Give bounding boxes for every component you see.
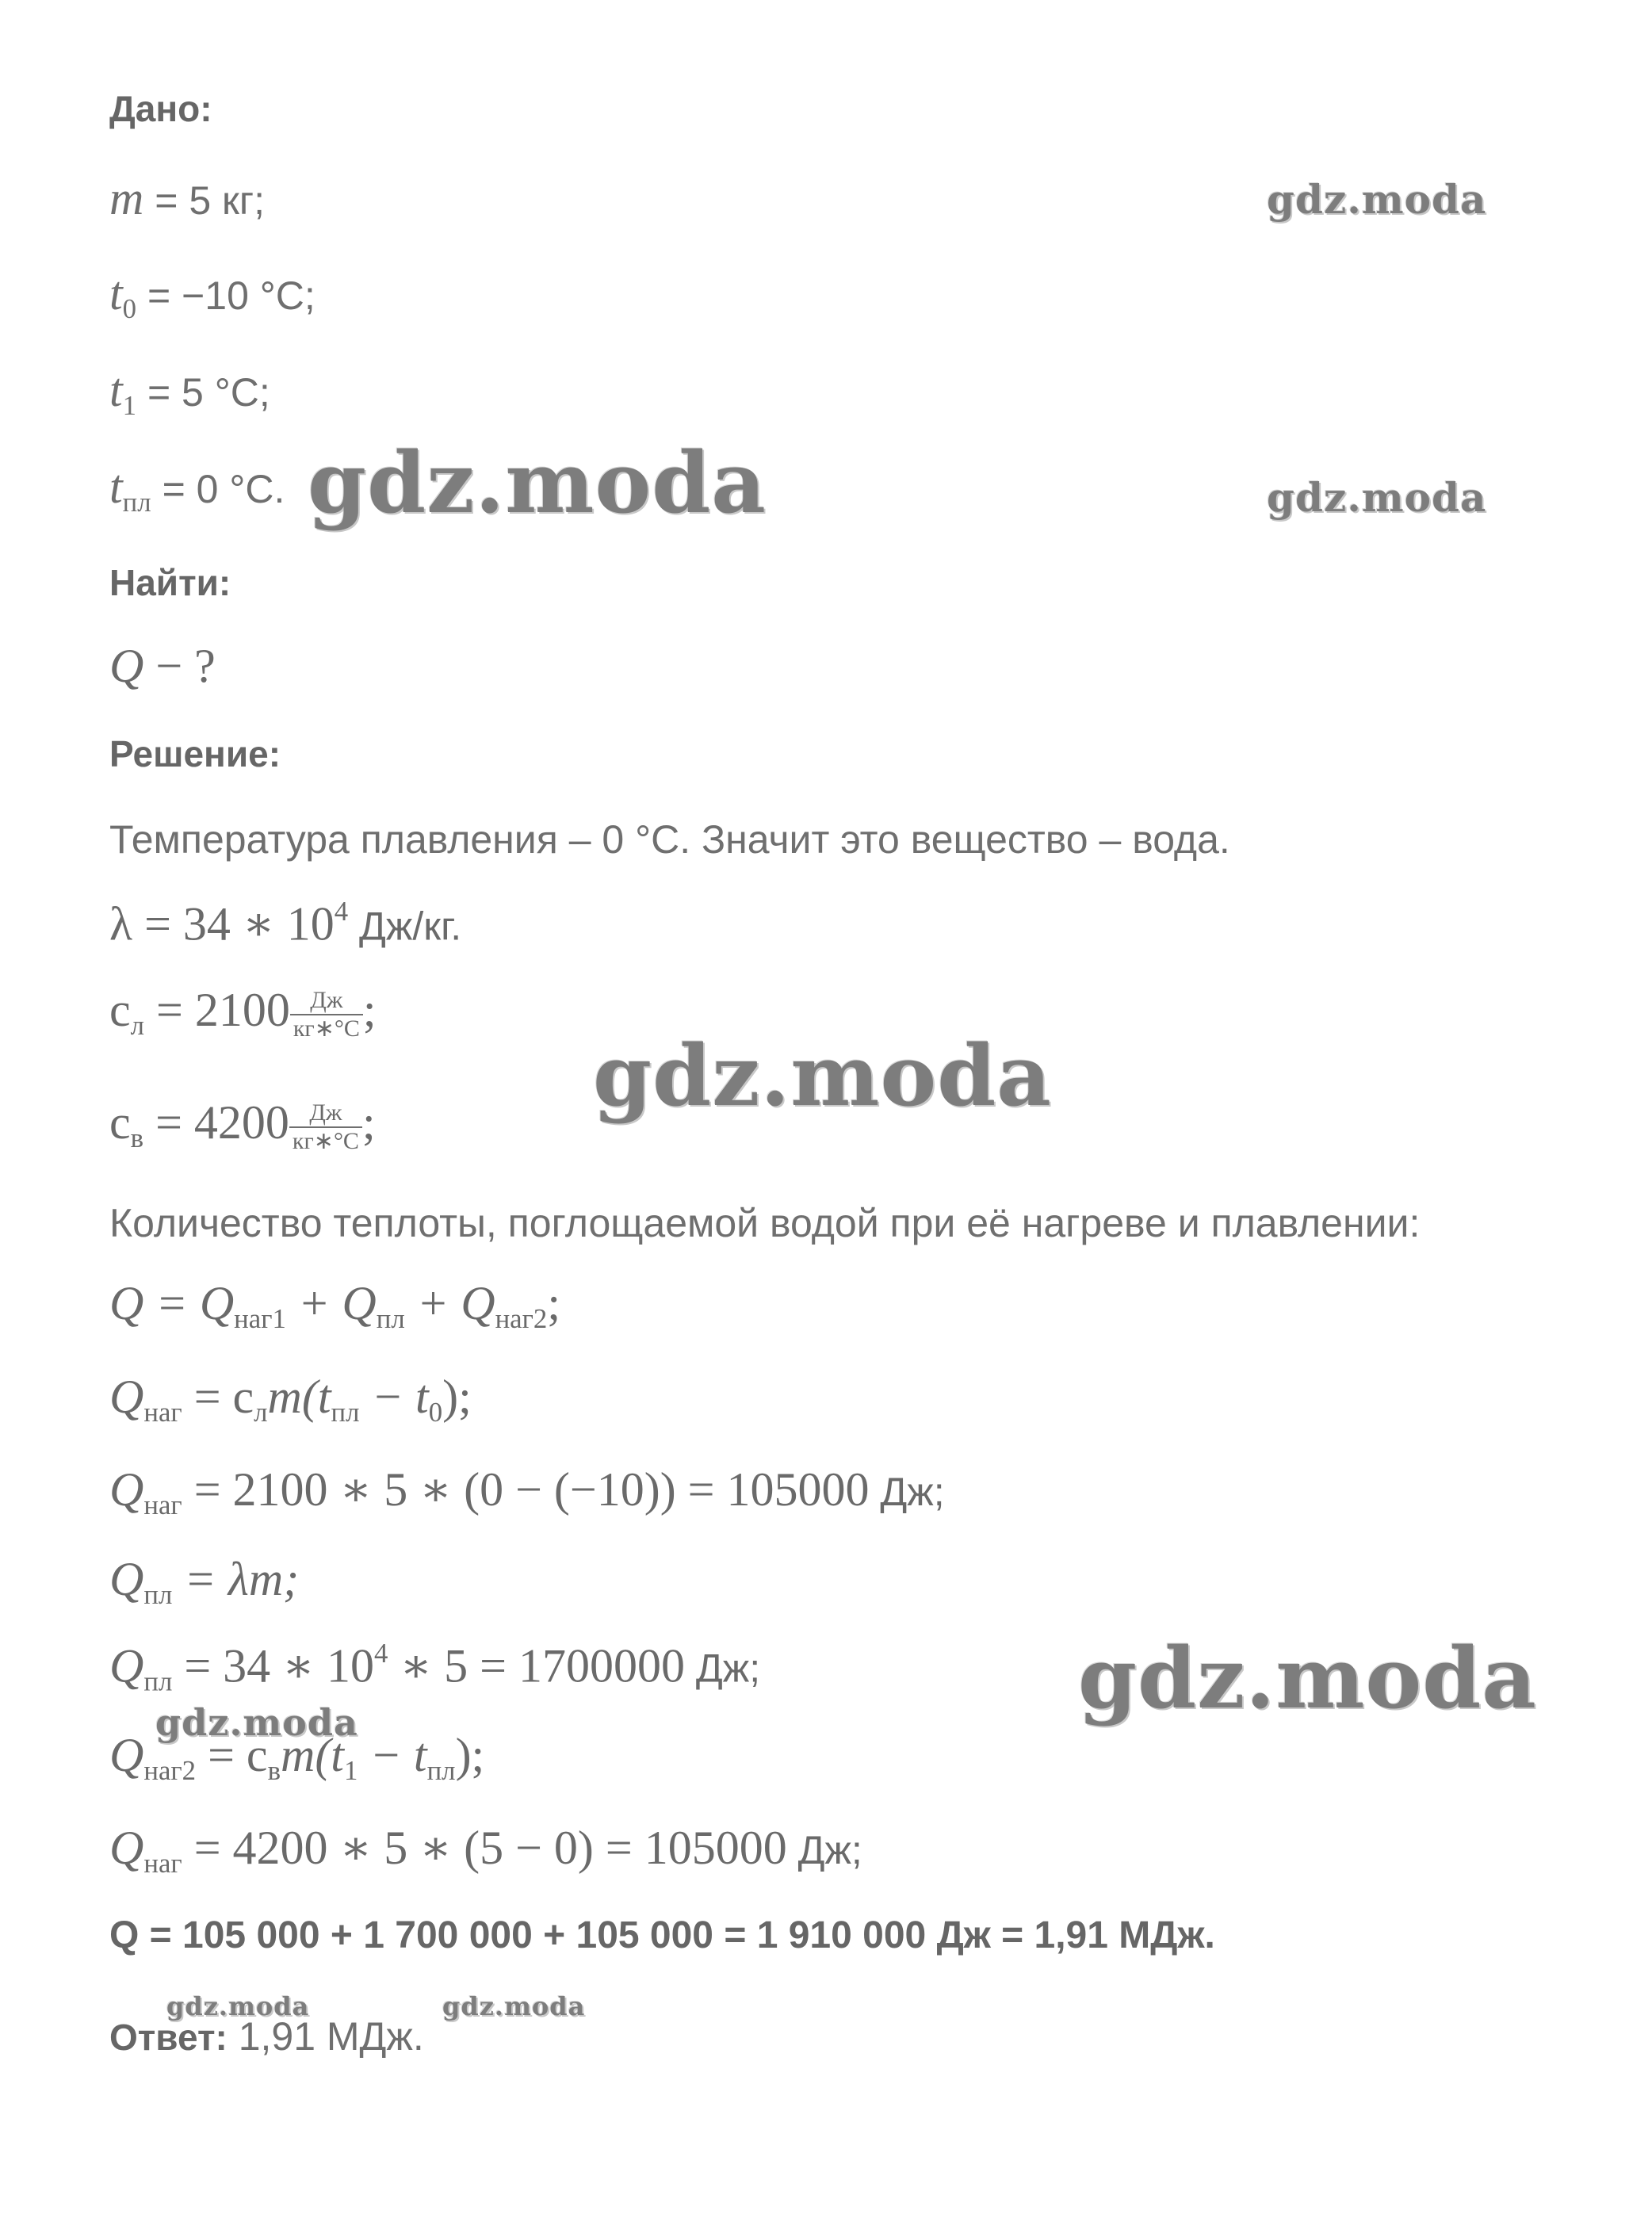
given-tpl xyxy=(109,460,285,518)
watermark: gdz.moda xyxy=(1078,1628,1537,1727)
solution-header: Решение: xyxy=(109,733,281,774)
mass-value: = 5 кг; xyxy=(143,178,266,223)
tpl-value: = 0 °C. xyxy=(151,467,285,511)
t0-value: = −10 °C; xyxy=(136,273,315,318)
watermark: gdz.moda xyxy=(166,1991,310,2021)
watermark: gdz.moda xyxy=(593,1026,1052,1125)
formula-heat2: $Q_{наг2} = c_вm(t_1 - t_{пл})$; xyxy=(109,1729,485,1787)
answer-value: 1,91 МДж. xyxy=(227,2014,424,2059)
watermark: gdz.moda xyxy=(308,433,767,532)
given-t1 xyxy=(109,363,270,422)
watermark: gdz.moda xyxy=(1267,176,1487,223)
cl-line: $c_л = 2100$ $\frac{Дж}{кг∗^\circ C}$ ; xyxy=(109,984,377,1042)
mass-symbol: m xyxy=(109,172,144,224)
formula-melt: $Q_{пл} = \lambda m$; xyxy=(109,1553,300,1611)
find-header: Найти: xyxy=(109,562,231,603)
cv-fraction: $\frac{Дж}{кг∗^\circ C}$ xyxy=(289,1099,362,1156)
given-t0 xyxy=(109,266,315,325)
heat-text: Количество теплоты, поглощаемой водой при её нагреве и плавлении: xyxy=(109,1201,1421,1245)
cv-line: $c_в = 4200$ $\frac{Дж}{кг∗^\circ C}$ ; xyxy=(109,1096,376,1155)
cl-fraction: $\frac{Дж}{кг∗^\circ C}$ xyxy=(290,987,363,1043)
formula-heat1: $Q_{наг} = c_лm(t_{пл} - t_0)$; xyxy=(109,1371,472,1428)
watermark: gdz.moda xyxy=(442,1991,586,2021)
given-header: Дано: xyxy=(109,88,212,129)
t1-symbol: $t_1$ xyxy=(109,364,137,422)
given-mass xyxy=(109,171,265,226)
melting-text: Температура плавления – 0 °C. Значит это вещество – вода. xyxy=(109,817,1230,862)
answer-label: Ответ: xyxy=(109,2017,228,2058)
calc-melt: $Q_{пл} = 34$ ∗ $10^4$ ∗ 5 = 1700000 Дж; xyxy=(109,1638,761,1697)
tpl-symbol: $t_{пл}$ xyxy=(109,461,151,518)
calc-heat1: $Q_{наг} = 2100$ ∗ 5 ∗ (0 − (−10)) = 105000 Дж; xyxy=(109,1463,945,1521)
find-q: Q − ? xyxy=(109,640,216,692)
watermark: gdz.moda xyxy=(1267,474,1487,521)
lambda-line: λ = 34 ∗ $10^4$ Дж/кг. xyxy=(109,896,462,950)
t0-symbol: $t_0$ xyxy=(109,267,137,325)
formula-total: $Q = Q_{наг1} + Q_{пл} + Q_{наг2}$; xyxy=(109,1277,560,1335)
t1-value: = 5 °C; xyxy=(136,370,270,415)
calc-heat2: $Q_{наг} = 4200$ ∗ 5 ∗ (5 − 0) = 105000 Дж; xyxy=(109,1822,862,1879)
watermark: gdz.moda xyxy=(155,1701,358,1744)
total-line: Q = 105 000 + 1 700 000 + 105 000 = 1 910 000 Дж = 1,91 МДж. xyxy=(109,1914,1215,1956)
